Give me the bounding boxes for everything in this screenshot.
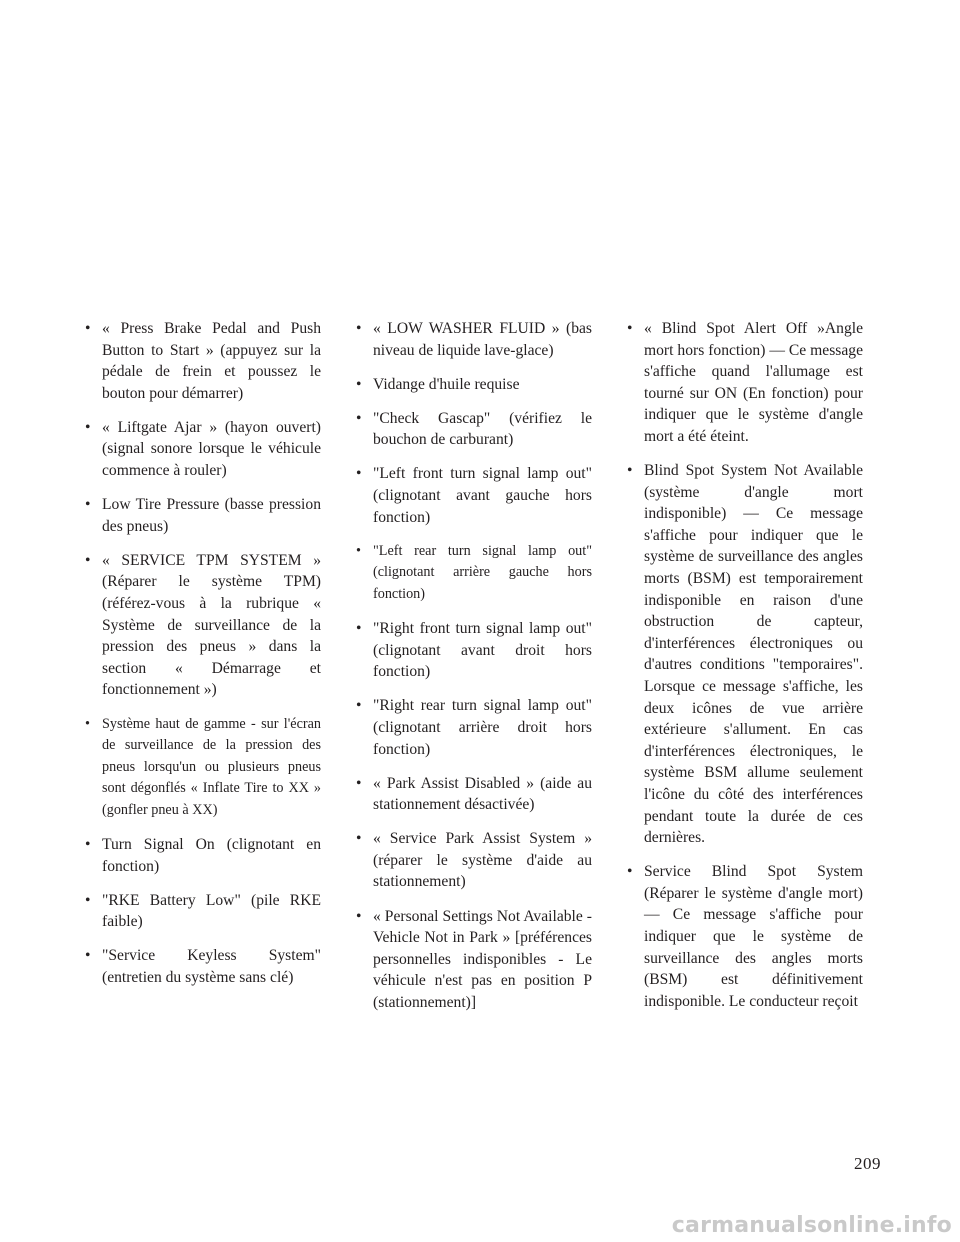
- page-number: 209: [854, 1154, 881, 1173]
- right-column: [627, 318, 863, 1025]
- list-item: • "RKE Battery Low" (pile RKE faible): [85, 890, 321, 933]
- list-item: • "Right front turn signal lamp out" (clignotant avant droit hors fonction): [356, 618, 592, 683]
- list-item: • "Left front turn signal lamp out" (clignotant avant gauche hors fonction): [356, 463, 592, 528]
- list-item: • Blind Spot System Not Available (système d'angle mort indisponible) — Ce message s'affiche pour indiquer que le système de surveillance des angles morts (BSM) est temporairement indisponible en raison d'une obstruction de capteur, d'interférences électroniques ou d'autres conditions "temporaires". Lorsque ce message s'affiche, les deux icônes de vue arrière extérieure s'allument. En cas d'interférences électroniques, le système BSM allume seulement l'icône du côté des interférences pendant toute la durée de ces dernières.: [627, 460, 863, 849]
- list-item: • "Left rear turn signal lamp out" (clignotant arrière gauche hors fonction): [356, 541, 592, 606]
- list-item: • "Service Keyless System" (entretien du système sans clé): [85, 945, 321, 988]
- list-item: • Service Blind Spot System (Réparer le système d'angle mort) — Ce message s'affiche pour indiquer que le système de surveillance des angles morts (BSM) est définitivement indisponible. Le conducteur reçoit: [627, 861, 863, 1012]
- list-item: • « Press Brake Pedal and Push Button to Start » (appuyez sur la pédale de frein et poussez le bouton pour démarrer): [85, 318, 321, 404]
- list-item: • « Service Park Assist System » (réparer le système d'aide au stationnement): [356, 828, 592, 893]
- list-item: • Turn Signal On (clignotant en fonction): [85, 834, 321, 877]
- list-item: • « SERVICE TPM SYSTEM » (Réparer le système TPM) (référez-vous à la rubrique « Système de surveillance de la pression des pneus » dans la section « Démarrage et fonctionnement »): [85, 550, 321, 701]
- list-item: • "Check Gascap" (vérifiez le bouchon de carburant): [356, 408, 592, 451]
- list-item: • Système haut de gamme - sur l'écran de surveillance de la pression des pneus lorsqu'un ou plusieurs pneus sont dégonflés « Inflate Tire to XX » (gonfler pneu à XX): [85, 714, 321, 822]
- list-item: • Low Tire Pressure (basse pression des pneus): [85, 494, 321, 537]
- list-item: • "Right rear turn signal lamp out" (clignotant arrière droit hors fonction): [356, 695, 592, 760]
- list-item: • « LOW WASHER FLUID » (bas niveau de liquide lave-glace): [356, 318, 592, 361]
- list-item: • « Blind Spot Alert Off »Angle mort hors fonction) — Ce message s'affiche quand l'allumage est tourné sur ON (En fonction) pour indiquer que le système d'angle mort a été éteint.: [627, 318, 863, 448]
- middle-column: [356, 318, 592, 1026]
- watermark: carmanualsonline.info: [671, 1213, 952, 1238]
- list-item: • Vidange d'huile requise: [356, 374, 592, 396]
- left-column: [85, 318, 321, 1001]
- list-item: • « Liftgate Ajar » (hayon ouvert) (signal sonore lorsque le véhicule commence à rouler): [85, 417, 321, 482]
- list-item: • « Personal Settings Not Available - Vehicle Not in Park » [préférences personnelles indisponibles - Le véhicule n'est pas en position P (stationnement)]: [356, 906, 592, 1014]
- list-item: • « Park Assist Disabled » (aide au stationnement désactivée): [356, 773, 592, 816]
